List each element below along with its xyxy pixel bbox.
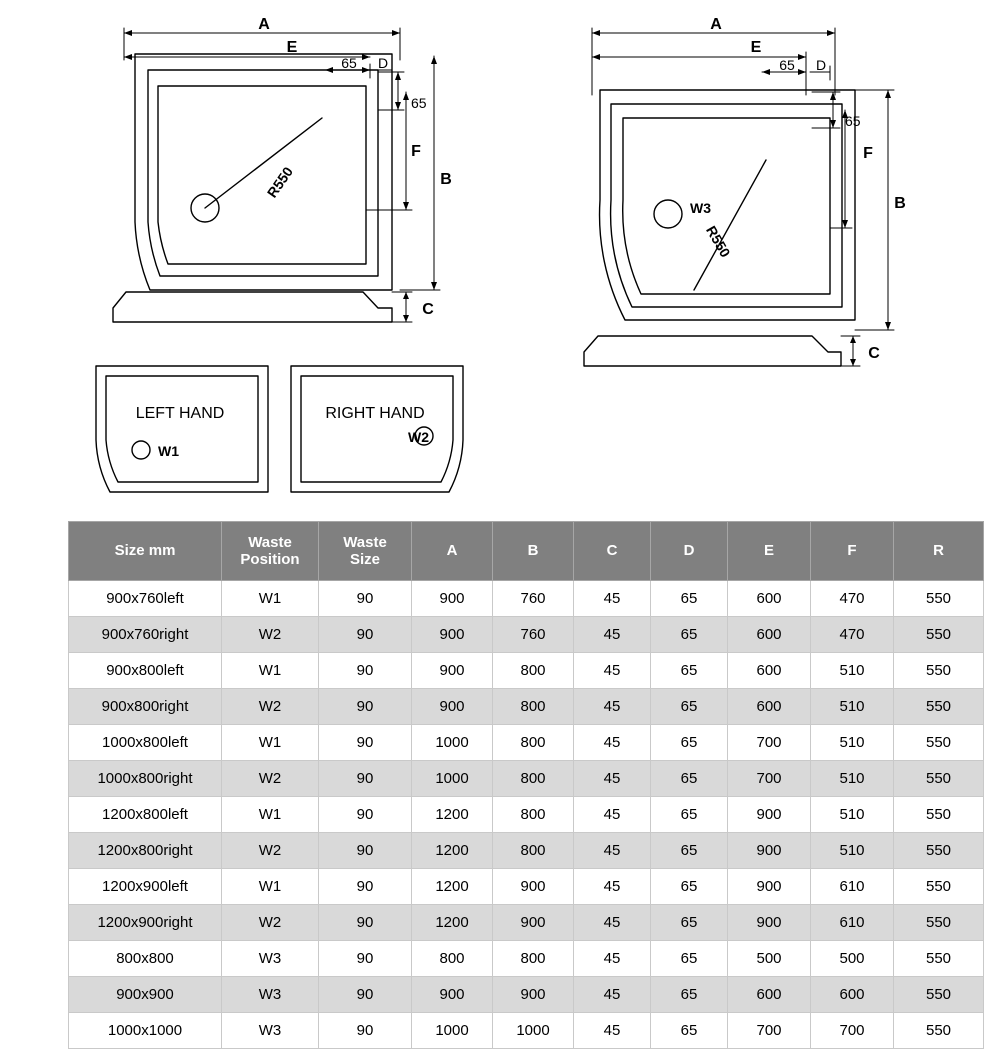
- cell-b: 760: [493, 581, 574, 617]
- label-right-C: C: [868, 345, 880, 362]
- cell-size: 1200x900left: [69, 869, 222, 905]
- cell-e: 600: [728, 653, 811, 689]
- cell-d: 65: [651, 797, 728, 833]
- cell-size: 900x760right: [69, 617, 222, 653]
- cell-a: 1200: [412, 797, 493, 833]
- th-f: F: [811, 522, 894, 581]
- cell-d: 65: [651, 905, 728, 941]
- cell-waste_size: 90: [319, 869, 412, 905]
- label-right-A: A: [710, 16, 722, 33]
- cell-e: 900: [728, 833, 811, 869]
- cell-size: 1000x1000: [69, 1013, 222, 1049]
- label-left-E: E: [286, 39, 298, 56]
- cell-waste_position: W3: [222, 941, 319, 977]
- cell-a: 900: [412, 581, 493, 617]
- cell-b: 800: [493, 761, 574, 797]
- right-waste-circle: [654, 200, 682, 228]
- right-tray-outline: [600, 90, 855, 320]
- cell-d: 65: [651, 761, 728, 797]
- cell-d: 65: [651, 581, 728, 617]
- cell-r: 550: [894, 617, 984, 653]
- left-hand-waste-circle: [132, 441, 150, 459]
- cell-f: 610: [811, 869, 894, 905]
- cell-a: 1000: [412, 1013, 493, 1049]
- label-left-C: C: [422, 301, 434, 318]
- cell-waste_position: W2: [222, 833, 319, 869]
- cell-c: 45: [574, 869, 651, 905]
- cell-e: 900: [728, 905, 811, 941]
- cell-f: 510: [811, 797, 894, 833]
- cell-waste_size: 90: [319, 977, 412, 1013]
- left-radius-leader: [205, 118, 322, 208]
- specification-table: [68, 521, 984, 1049]
- th-waste-position: [222, 522, 319, 581]
- cell-waste_position: W1: [222, 653, 319, 689]
- cell-e: 600: [728, 689, 811, 725]
- cell-waste_position: W1: [222, 725, 319, 761]
- cell-d: 65: [651, 833, 728, 869]
- table-row: [69, 689, 984, 725]
- table-row: [69, 581, 984, 617]
- th-b: B: [493, 522, 574, 581]
- cell-a: 1000: [412, 725, 493, 761]
- right-dim-A: [592, 28, 835, 95]
- cell-d: 65: [651, 617, 728, 653]
- cell-a: 1200: [412, 869, 493, 905]
- table-head: [69, 522, 984, 581]
- cell-c: 45: [574, 689, 651, 725]
- cell-waste_size: 90: [319, 725, 412, 761]
- cell-d: 65: [651, 689, 728, 725]
- cell-f: 510: [811, 653, 894, 689]
- label-left-hand-title: LEFT HAND: [135, 405, 225, 422]
- cell-size: 1200x800right: [69, 833, 222, 869]
- cell-a: 1200: [412, 905, 493, 941]
- cell-e: 600: [728, 977, 811, 1013]
- cell-b: 760: [493, 617, 574, 653]
- right-dim-65-side: [812, 92, 840, 128]
- cell-r: 550: [894, 941, 984, 977]
- cell-f: 470: [811, 581, 894, 617]
- th-e: E: [728, 522, 811, 581]
- drawings-svg: [0, 0, 1001, 515]
- label-right-E: E: [750, 39, 762, 56]
- cell-b: 900: [493, 905, 574, 941]
- cell-size: 900x800right: [69, 689, 222, 725]
- cell-r: 550: [894, 797, 984, 833]
- right-dim-B: [855, 90, 894, 330]
- label-left-F: F: [411, 143, 421, 160]
- right-hand-view-outline: [291, 366, 463, 492]
- label-right-B: B: [894, 195, 906, 212]
- cell-size: 1200x900right: [69, 905, 222, 941]
- label-left-A: A: [258, 16, 270, 33]
- table-row: [69, 833, 984, 869]
- cell-r: 550: [894, 581, 984, 617]
- specification-table-wrap: [68, 521, 952, 1049]
- right-dim-E: [592, 52, 806, 95]
- cell-waste_size: 90: [319, 689, 412, 725]
- left-tray-outline: [135, 54, 392, 290]
- label-right-D: D: [815, 57, 827, 73]
- cell-waste_size: 90: [319, 761, 412, 797]
- cell-d: 65: [651, 653, 728, 689]
- left-dim-F: [0, 0, 412, 210]
- left-dim-C: [392, 292, 412, 322]
- cell-f: 500: [811, 941, 894, 977]
- cell-a: 900: [412, 977, 493, 1013]
- cell-waste_position: W2: [222, 689, 319, 725]
- th-waste-position-line2: Position: [240, 551, 300, 568]
- cell-a: 1200: [412, 833, 493, 869]
- cell-size: 900x900: [69, 977, 222, 1013]
- cell-size: 900x800left: [69, 653, 222, 689]
- label-right-hand-title: RIGHT HAND: [325, 405, 425, 422]
- table-header-row: [69, 522, 984, 581]
- cell-size: 800x800: [69, 941, 222, 977]
- cell-b: 900: [493, 977, 574, 1013]
- cell-a: 1000: [412, 761, 493, 797]
- cell-f: 600: [811, 977, 894, 1013]
- cell-c: 45: [574, 653, 651, 689]
- table-row: [69, 761, 984, 797]
- table-row: [69, 797, 984, 833]
- cell-waste_position: W3: [222, 977, 319, 1013]
- cell-e: 700: [728, 725, 811, 761]
- cell-r: 550: [894, 725, 984, 761]
- table-row: [69, 1013, 984, 1049]
- cell-f: 510: [811, 725, 894, 761]
- cell-d: 65: [651, 1013, 728, 1049]
- label-right-65-top: 65: [779, 57, 795, 73]
- left-section-profile: [113, 292, 392, 322]
- th-size-label: Size mm: [114, 542, 176, 560]
- cell-d: 65: [651, 725, 728, 761]
- cell-f: 510: [811, 689, 894, 725]
- cell-waste_position: W3: [222, 1013, 319, 1049]
- cell-waste_size: 90: [319, 797, 412, 833]
- cell-c: 45: [574, 581, 651, 617]
- table-body: [69, 581, 984, 1049]
- cell-r: 550: [894, 761, 984, 797]
- cell-a: 800: [412, 941, 493, 977]
- cell-size: 1000x800left: [69, 725, 222, 761]
- cell-c: 45: [574, 1013, 651, 1049]
- label-right-radius: R550: [703, 223, 734, 260]
- label-left-radius: R550: [263, 163, 297, 201]
- cell-c: 45: [574, 941, 651, 977]
- cell-waste_size: 90: [319, 833, 412, 869]
- label-left-65-top: 65: [341, 55, 357, 71]
- cell-b: 900: [493, 869, 574, 905]
- cell-waste_position: W1: [222, 797, 319, 833]
- cell-c: 45: [574, 833, 651, 869]
- cell-f: 700: [811, 1013, 894, 1049]
- table-row: [69, 653, 984, 689]
- table-row: [69, 941, 984, 977]
- label-right-hand-waste: W2: [408, 429, 429, 445]
- cell-size: 1000x800right: [69, 761, 222, 797]
- cell-r: 550: [894, 905, 984, 941]
- th-waste-size-line1: Waste: [343, 533, 387, 551]
- cell-e: 600: [728, 581, 811, 617]
- left-dim-E: [124, 54, 370, 60]
- th-waste-position-line1: Waste: [248, 533, 292, 551]
- th-waste-size-line2: Size: [349, 551, 380, 568]
- th-d: D: [651, 522, 728, 581]
- cell-f: 510: [811, 833, 894, 869]
- cell-c: 45: [574, 977, 651, 1013]
- cell-size: 1200x800left: [69, 797, 222, 833]
- cell-waste_size: 90: [319, 617, 412, 653]
- label-left-65-side: 65: [411, 95, 427, 111]
- label-right-waste: W3: [690, 200, 711, 216]
- cell-r: 550: [894, 653, 984, 689]
- cell-e: 700: [728, 761, 811, 797]
- cell-waste_size: 90: [319, 1013, 412, 1049]
- cell-b: 800: [493, 725, 574, 761]
- cell-waste_size: 90: [319, 653, 412, 689]
- cell-d: 65: [651, 869, 728, 905]
- cell-c: 45: [574, 725, 651, 761]
- right-section-profile: [584, 336, 841, 366]
- cell-waste_size: 90: [319, 941, 412, 977]
- cell-f: 470: [811, 617, 894, 653]
- cell-f: 510: [811, 761, 894, 797]
- cell-c: 45: [574, 617, 651, 653]
- cell-waste_position: W2: [222, 905, 319, 941]
- th-size: [69, 522, 222, 581]
- cell-b: 800: [493, 797, 574, 833]
- cell-waste_size: 90: [319, 581, 412, 617]
- cell-b: 800: [493, 653, 574, 689]
- cell-r: 550: [894, 977, 984, 1013]
- left-dim-65-side: [378, 72, 404, 110]
- table-row: [69, 869, 984, 905]
- cell-e: 600: [728, 617, 811, 653]
- cell-a: 900: [412, 689, 493, 725]
- cell-c: 45: [574, 797, 651, 833]
- right-radius-leader: [694, 160, 766, 290]
- cell-r: 550: [894, 833, 984, 869]
- drawings-area: [0, 0, 1001, 515]
- cell-c: 45: [574, 905, 651, 941]
- label-left-B: B: [440, 171, 452, 188]
- cell-waste_size: 90: [319, 905, 412, 941]
- cell-b: 1000: [493, 1013, 574, 1049]
- table-row: [69, 617, 984, 653]
- label-right-65-side: 65: [845, 113, 861, 129]
- table-row: [69, 977, 984, 1013]
- cell-waste_position: W1: [222, 869, 319, 905]
- cell-r: 550: [894, 869, 984, 905]
- cell-size: 900x760left: [69, 581, 222, 617]
- th-a: A: [412, 522, 493, 581]
- table-row: [69, 725, 984, 761]
- cell-e: 900: [728, 869, 811, 905]
- cell-f: 610: [811, 905, 894, 941]
- cell-c: 45: [574, 761, 651, 797]
- cell-waste_position: W1: [222, 581, 319, 617]
- cell-r: 550: [894, 1013, 984, 1049]
- cell-waste_position: W2: [222, 617, 319, 653]
- cell-a: 900: [412, 617, 493, 653]
- cell-b: 800: [493, 833, 574, 869]
- right-dim-C: [841, 336, 860, 366]
- cell-b: 800: [493, 941, 574, 977]
- label-left-D: D: [377, 55, 389, 71]
- cell-d: 65: [651, 941, 728, 977]
- cell-waste_position: W2: [222, 761, 319, 797]
- left-hand-view-outline: [96, 366, 268, 492]
- table-row: [69, 905, 984, 941]
- cell-a: 900: [412, 653, 493, 689]
- th-c: C: [574, 522, 651, 581]
- label-left-hand-waste: W1: [158, 443, 179, 459]
- cell-e: 700: [728, 1013, 811, 1049]
- th-waste-size: [319, 522, 412, 581]
- label-right-F: F: [863, 145, 873, 162]
- cell-e: 900: [728, 797, 811, 833]
- cell-d: 65: [651, 977, 728, 1013]
- cell-e: 500: [728, 941, 811, 977]
- cell-b: 800: [493, 689, 574, 725]
- cell-r: 550: [894, 689, 984, 725]
- th-r: R: [894, 522, 984, 581]
